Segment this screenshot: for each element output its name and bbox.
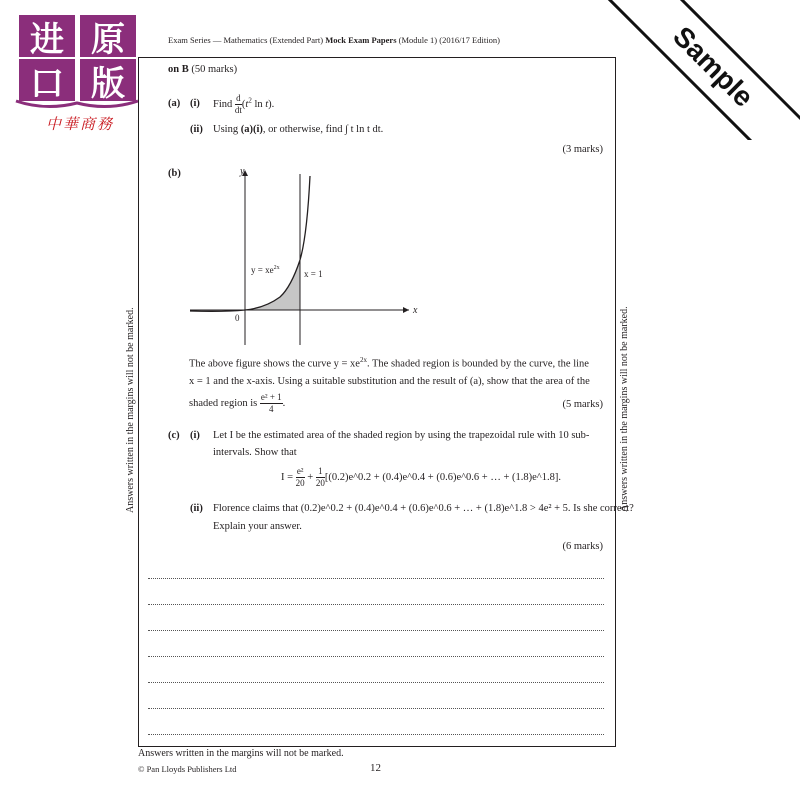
left-margin-note: Answers written in the margins will not be marked. bbox=[125, 307, 136, 513]
question-b-marks: (5 marks) bbox=[562, 399, 603, 410]
origin-label: 0 bbox=[235, 313, 240, 323]
logo-tile: 进 bbox=[19, 15, 75, 57]
question-a-marks: (3 marks) bbox=[562, 144, 603, 155]
answer-line[interactable] bbox=[148, 708, 604, 709]
footer-copyright: © Pan Lloyds Publishers Ltd bbox=[138, 764, 237, 774]
question-a-ii-post: , or otherwise, find ∫ t ln t dt. bbox=[262, 124, 384, 135]
answer-line[interactable] bbox=[148, 604, 604, 605]
curve-graph bbox=[185, 160, 430, 350]
trapezoidal-formula: I = $\frac{\text{e²}}{20}$ + $\frac{1}{20}$ [(0.2)e^0.2 + (0.4)e^0.4 + (0.6)e^0.6 + … + (1.8)e^1.8]. bbox=[281, 466, 561, 488]
question-a-label: (a) bbox=[168, 98, 181, 109]
question-b-text-3: shaded region is $\frac{\text{e² + 1}}{4}$ . bbox=[189, 392, 286, 414]
right-margin-note: Answers written in the margins will not be marked. bbox=[619, 306, 630, 512]
section-marks: (50 marks) bbox=[188, 64, 238, 75]
question-a-ii-label: (ii) bbox=[190, 124, 203, 135]
section-name: on B bbox=[168, 64, 189, 75]
line-label: x = 1 bbox=[304, 269, 323, 279]
section-title bbox=[168, 64, 237, 75]
logo-book-icon bbox=[14, 11, 140, 103]
question-c-label: (c) bbox=[168, 430, 180, 441]
area-fraction: $\frac{\text{e² + 1}}{4}$ bbox=[260, 392, 282, 414]
answer-line[interactable] bbox=[148, 630, 604, 631]
question-c-ii-text-1: Florence claims that (0.2)e^0.2 + (0.4)e^0.4 + (0.6)e^0.6 + … + (1.8)e^1.8 > 4e² + 5. Is she correct? bbox=[213, 503, 634, 514]
y-axis-label: y bbox=[240, 166, 245, 177]
answer-line[interactable] bbox=[148, 656, 604, 657]
header-series: Exam Series — Mathematics (Extended Part) bbox=[168, 35, 326, 45]
question-a-i-text: Find $\frac{d}{dt}$ ($t^2$ ln t). bbox=[213, 93, 275, 115]
x-axis-arrow-icon bbox=[403, 307, 409, 313]
header-title: Mock Exam Papers bbox=[325, 35, 397, 45]
publisher-logo bbox=[14, 11, 140, 133]
answer-line[interactable] bbox=[148, 734, 604, 735]
page-number: 12 bbox=[370, 762, 381, 774]
curve-label: $y = xe^{2x}$ bbox=[251, 265, 280, 275]
question-b-text-1: The above figure shows the curve $y = xe^{2x}$. The shaded region is bounded by the curve, the line bbox=[189, 356, 589, 370]
question-c-i-label: (i) bbox=[190, 430, 200, 441]
question-b-text-2: x = 1 and the x-axis. Using a suitable substitution and the result of (a), show that the area of the bbox=[189, 376, 590, 387]
header-edition: (Module 1) (2016/17 Edition) bbox=[396, 35, 500, 45]
logo-brand-text: 中華商務 bbox=[46, 115, 115, 133]
page-header bbox=[168, 35, 500, 45]
logo-tile: 版 bbox=[80, 59, 136, 101]
logo-tile: 口 bbox=[19, 59, 75, 101]
derivative-operator: $\frac{d}{dt}$ bbox=[234, 93, 242, 115]
book-base-icon bbox=[14, 99, 140, 113]
question-a-ii-ref: (a)(i) bbox=[240, 124, 263, 135]
logo-tile: 原 bbox=[80, 15, 136, 57]
question-c-marks: (6 marks) bbox=[562, 541, 603, 552]
question-a-i-verb: Find bbox=[213, 98, 233, 110]
question-c-i-text-2: intervals. Show that bbox=[213, 447, 297, 458]
question-c-i-text-1: Let I be the estimated area of the shaded region by using the trapezoidal rule with 10 sub- bbox=[213, 430, 590, 441]
answer-line[interactable] bbox=[148, 682, 604, 683]
question-c-ii-label: (ii) bbox=[190, 503, 203, 514]
answer-line[interactable] bbox=[148, 578, 604, 579]
question-b-label: (b) bbox=[168, 168, 181, 179]
x-axis-label: x bbox=[413, 305, 418, 316]
question-a-i-label: (i) bbox=[190, 98, 200, 109]
question-a-ii-pre: Using bbox=[213, 124, 241, 135]
sample-ribbon: Sample bbox=[586, 0, 800, 140]
question-a-ii-text bbox=[213, 124, 383, 135]
footer-margin-note: Answers written in the margins will not be marked. bbox=[138, 748, 344, 759]
question-c-ii-text-2: Explain your answer. bbox=[213, 521, 302, 532]
